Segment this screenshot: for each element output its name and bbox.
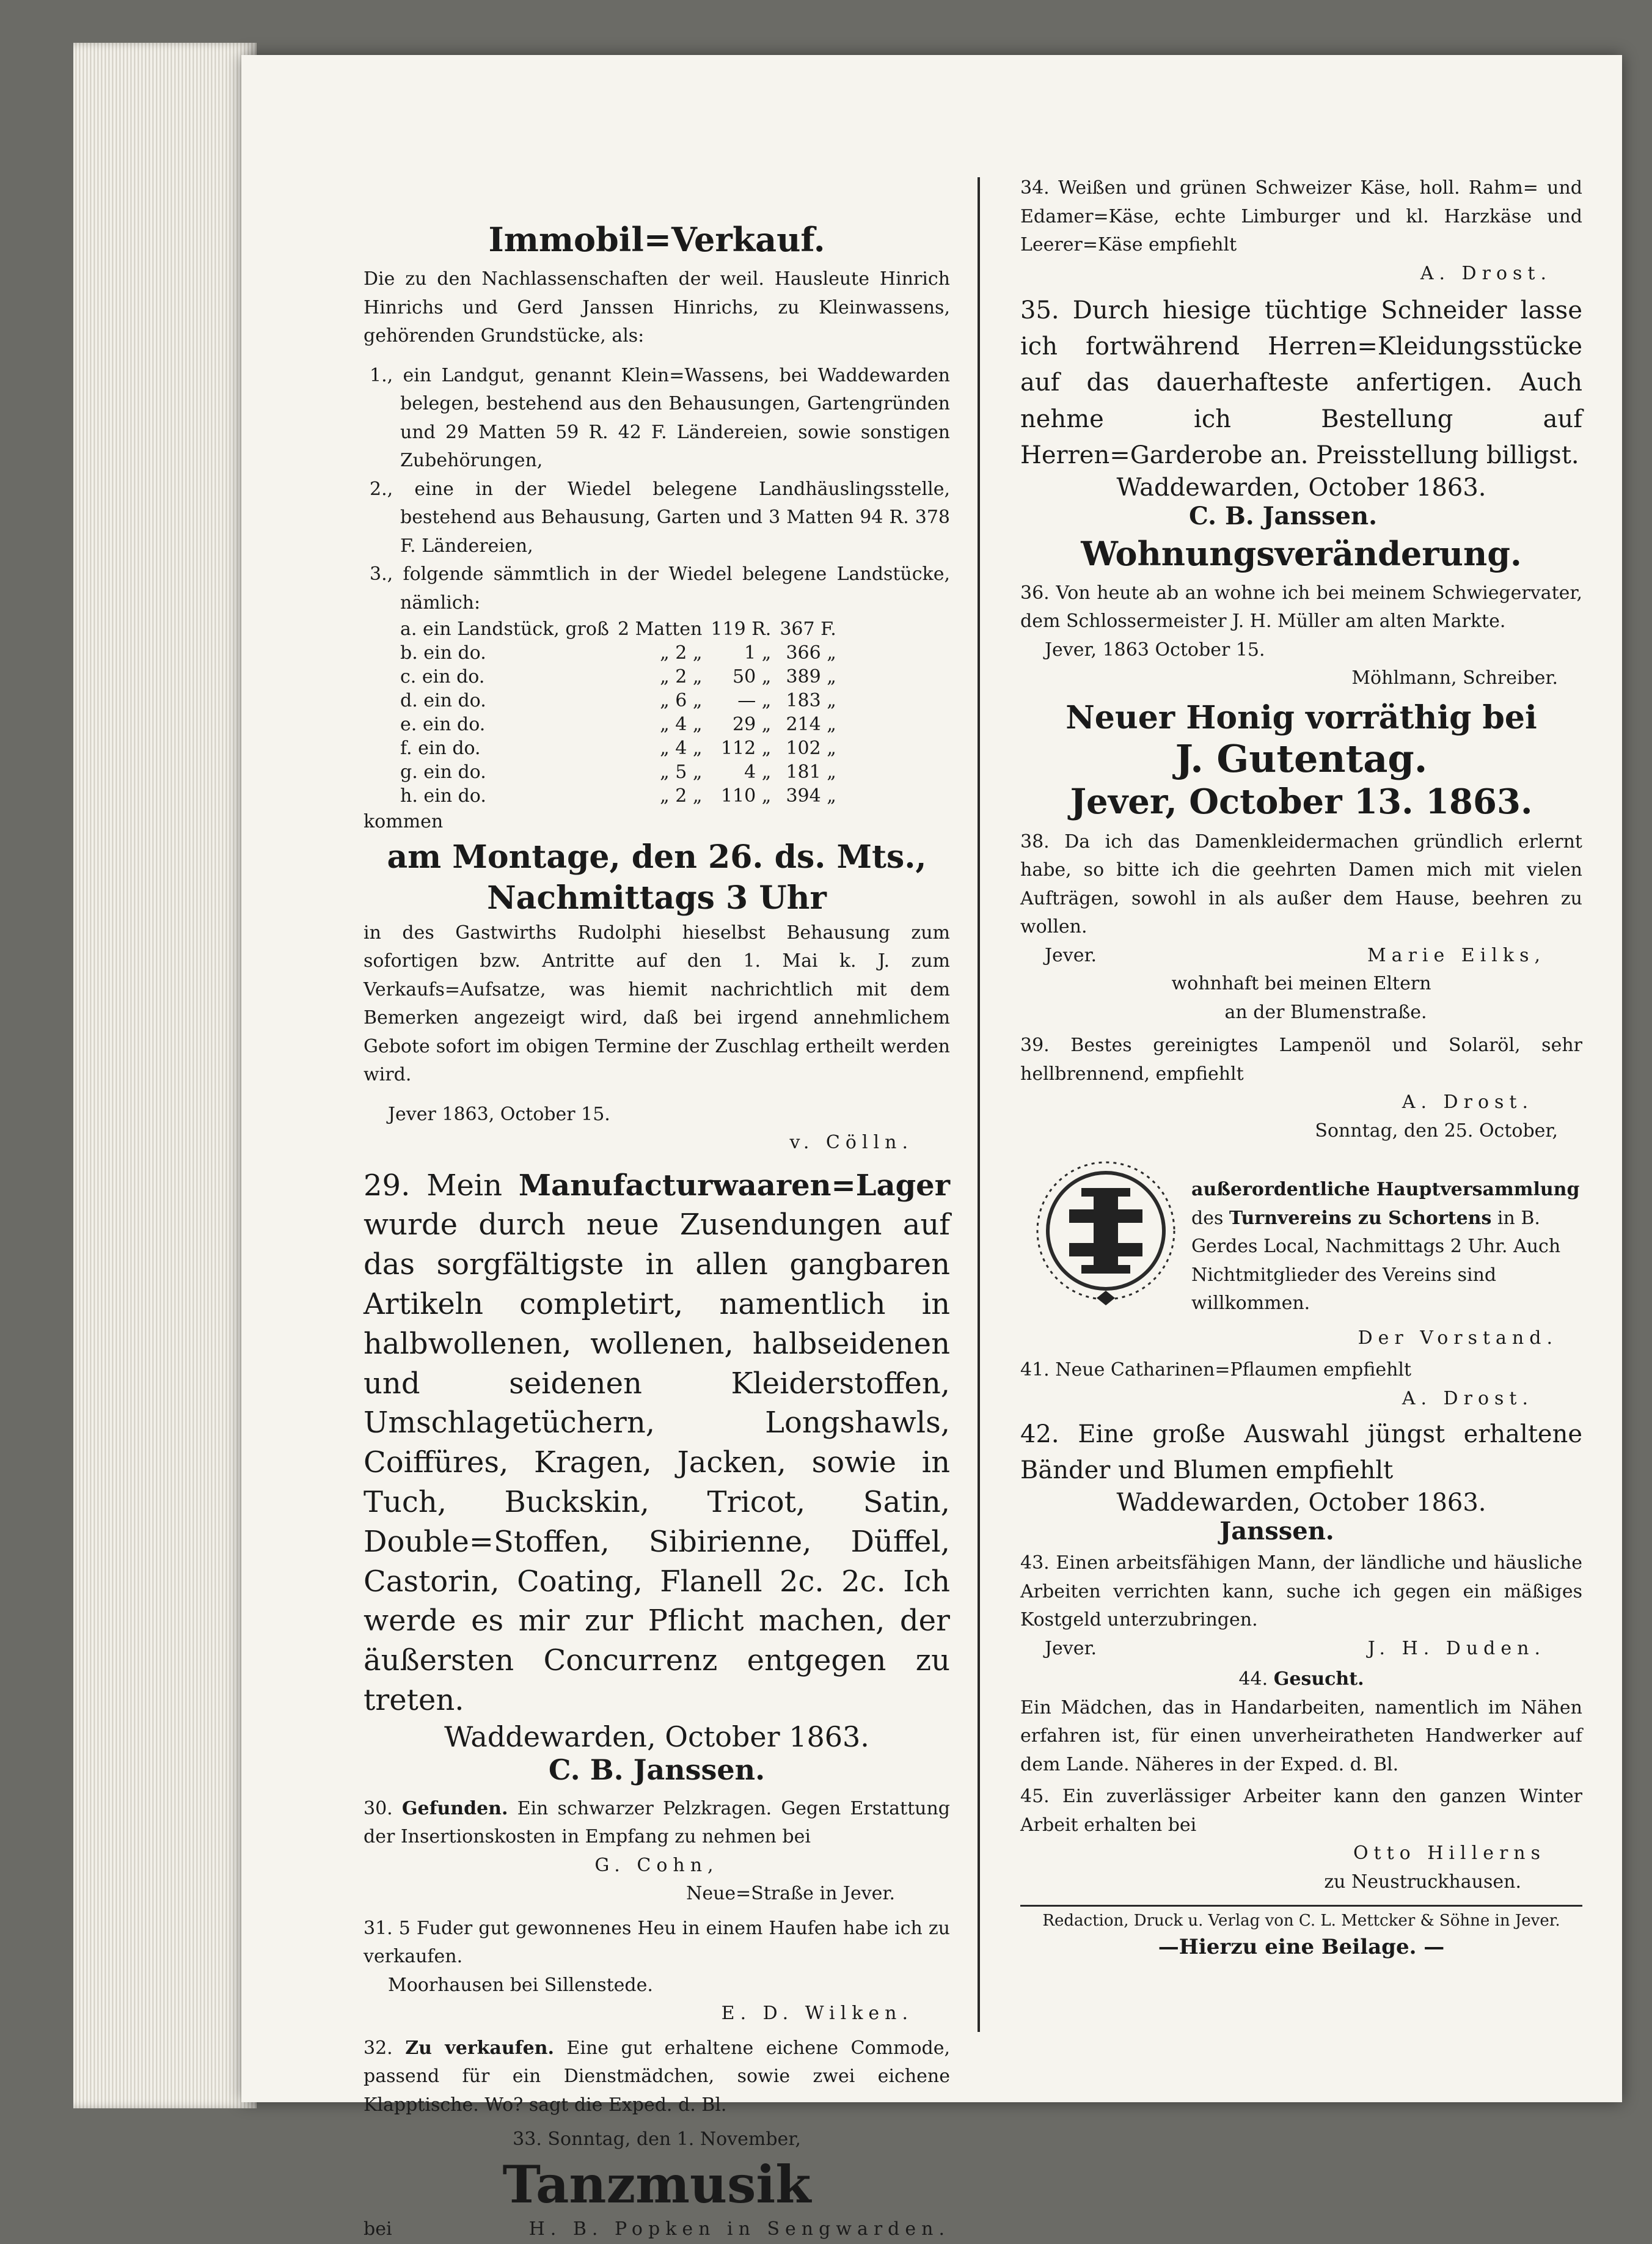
immobil-title: Immobil=Verkauf.	[488, 220, 825, 259]
lot-cell-r: 4 „	[744, 761, 772, 783]
left-column	[364, 220, 950, 2244]
wohnung-signer: Möhlmann, Schreiber.	[1351, 667, 1558, 689]
lot-row	[400, 641, 845, 665]
immobil-ad	[364, 220, 950, 1157]
ad-32	[364, 2034, 950, 2120]
lot-row	[400, 665, 845, 689]
ad-31-text: 5 Fuder gut gewonnenes Heu in einem Haufen habe ich zu verkaufen.	[364, 1917, 950, 1968]
honig-line-3: Jever, October 13. 1863.	[1070, 782, 1533, 823]
turn-signer: Der Vorstand.	[1358, 1327, 1558, 1349]
lot-cell-f: 389 „	[786, 666, 836, 688]
ad-33-number: 33.	[513, 2128, 542, 2150]
ad-29-text-b: wurde durch neue Zusendungen auf das sorgfältigste in allen gangbaren Artikeln completirt, namentlich in halbwollenen, wollenen, halbseidenen und seidenen Kleiderstoffen, Umschlagetüchern, Longshawls, Coiffüres, Kragen, Jacken, sowie in Tuch, Buckskin, Tricot, Satin, Double=Stoffen, Sibirienne, Düffel, Castorin, Coating, Flanell 2c. 2c. Ich werde es mir zur Pflicht machen, der äußersten Concurrenz entgegen zu treten.	[364, 1208, 950, 1718]
ad-38	[1020, 828, 1582, 1027]
turn-bold-1: außerordentliche Hauptversammlung	[1191, 1179, 1580, 1201]
lot-cell-f: 183 „	[786, 690, 836, 711]
ad-29-signer: C. B. Janssen.	[548, 1753, 766, 1786]
turnverein-emblem-icon	[1020, 1151, 1191, 1310]
lot-cell-r: 119 R.	[711, 618, 772, 640]
ad-32-head: Zu verkaufen.	[405, 2037, 554, 2059]
lot-cell-m: „ 2 „	[660, 642, 703, 664]
lot-cell-r: — „	[737, 690, 772, 711]
lot-row	[400, 760, 845, 784]
wohnung-title: Wohnungsveränderung.	[1081, 534, 1522, 573]
ad-33-bei: bei	[364, 2218, 392, 2240]
ad-30	[364, 1795, 950, 1909]
ad-30-text: Ein schwarzer Pelzkragen. Gegen Erstattung der Insertionskosten in Empfang zu nehmen bei	[364, 1797, 950, 1848]
honig-ad	[1020, 699, 1582, 823]
ad-44	[1020, 1665, 1582, 1779]
lot-cell-a: b. ein do.	[400, 642, 486, 664]
ad-39-signer: A. Drost.	[1402, 1091, 1533, 1113]
ad-34	[1020, 174, 1582, 288]
lot-cell-r: 29 „	[733, 714, 772, 735]
lot-cell-r: 50 „	[733, 666, 772, 688]
ad-42-text: Eine große Auswahl jüngst erhaltene Bänder und Blumen empfiehlt	[1020, 1420, 1582, 1485]
ad-44-text: Ein Mädchen, das in Handarbeiten, namentlich im Nähen erfahren ist, für einen unverheiratheten Handwerker auf dem Lande. Näheres in der Exped. d. Bl.	[1020, 1696, 1582, 1775]
ad-34-signer: A. Drost.	[1420, 262, 1552, 284]
lot-cell-a: c. ein do.	[400, 666, 485, 688]
honig-line-2: J. Gutentag.	[1175, 736, 1428, 781]
ad-29	[364, 1166, 950, 1786]
ad-31-number: 31.	[364, 1917, 393, 1939]
lots-table	[400, 617, 845, 808]
lot-cell-f: 102 „	[786, 738, 836, 759]
ad-30-head: Gefunden.	[401, 1797, 508, 1819]
ad-41	[1020, 1356, 1582, 1413]
immobil-item-1: 1., ein Landgut, genannt Klein=Wassens, bei Waddewarden belegen, bestehend aus den Behausungen, Gartengründen und 29 Matten 59 R. 42 F. Ländereien, sowie sonstigen Zubehörungen,	[370, 364, 950, 471]
ad-43-signer: J. H. Duden.	[1367, 1637, 1546, 1659]
lot-cell-r: 110 „	[720, 785, 772, 807]
ad-44-number: 44.	[1238, 1668, 1268, 1690]
wohnung-ad	[1020, 534, 1582, 693]
ad-31-signer: E. D. Wilken.	[721, 2003, 913, 2025]
ad-35-signer: C. B. Janssen.	[1188, 501, 1378, 530]
ad-43	[1020, 1549, 1582, 1663]
wohnung-text: Von heute ab an wohne ich bei meinem Schwiegervater, dem Schlossermeister J. H. Müller am alten Markte.	[1020, 582, 1582, 632]
lot-cell-f: 366 „	[786, 642, 836, 664]
lot-row	[400, 784, 845, 808]
lot-cell-m: „ 5 „	[660, 761, 703, 783]
ad-39-text: Bestes gereinigtes Lampenöl und Solaröl, sehr hellbrennend, empfiehlt	[1020, 1035, 1582, 1085]
newspaper-page	[241, 55, 1622, 2240]
ad-45-text: Ein zuverlässiger Arbeiter kann den ganzen Winter Arbeit erhalten bei	[1020, 1786, 1582, 1836]
lot-cell-r: 1 „	[744, 642, 772, 664]
ad-32-number: 32.	[364, 2037, 393, 2059]
ad-42-signer: Janssen.	[1219, 1517, 1334, 1546]
footer-supplement-note: —Hierzu eine Beilage. —	[1158, 1935, 1445, 1960]
wohnung-place: Jever, 1863 October 15.	[1045, 639, 1265, 661]
imprint-line: Redaction, Druck u. Verlag von C. L. Mettcker & Söhne in Jever.	[1020, 1905, 1582, 1930]
ad-33-tanzmusik: Tanzmusik	[502, 2154, 811, 2215]
immobil-item-3: 3., folgende sämmtlich in der Wiedel belegene Landstücke, nämlich:	[370, 563, 950, 614]
lot-row	[400, 736, 845, 760]
lot-row	[400, 713, 845, 736]
lot-cell-m: „ 2 „	[660, 785, 703, 807]
ad-38-number: 38.	[1020, 831, 1050, 853]
ad-41-number: 41.	[1020, 1359, 1050, 1381]
ad-38-address-1: wohnhaft bei meinen Eltern	[1171, 973, 1431, 995]
immobil-body: in des Gastwirths Rudolphi hieselbst Behausung zum sofortigen bzw. Antritte auf den 1. Mai k. J. zum Verkaufs=Aufsatze, was hiemit nachrichtlich mit dem Bemerken angezeigt wird, daß bei irgend annehmlichem Gebote sofort im obigen Termine der Zuschlag ertheilt werden wird.	[364, 922, 950, 1086]
immobil-place: Jever 1863, October 15.	[388, 1103, 610, 1125]
ad-35	[1020, 293, 1582, 530]
wohnung-number: 36.	[1020, 582, 1050, 604]
right-column	[1020, 174, 1582, 1959]
ad-41-signer: A. Drost.	[1402, 1387, 1533, 1409]
immobil-item-2: 2., eine in der Wiedel belegene Landhäuslingsstelle, bestehend aus Behausung, Garten und 3 Matten 94 R. 378 F. Ländereien,	[370, 478, 950, 557]
book-page-edges	[73, 43, 257, 2108]
ad-30-address: Neue=Straße in Jever.	[686, 1883, 895, 1905]
ad-38-address-2: an der Blumenstraße.	[1224, 1001, 1427, 1023]
lot-cell-a: g. ein do.	[400, 761, 486, 783]
immobil-kommen: kommen	[364, 811, 444, 832]
ad-44-head: Gesucht.	[1273, 1668, 1364, 1690]
ad-31	[364, 1915, 950, 2028]
ad-30-signer: G. Cohn,	[594, 1854, 719, 1876]
ad-31-place: Moorhausen bei Sillenstede.	[388, 1974, 653, 1996]
lot-cell-r: 112 „	[720, 738, 772, 759]
lot-cell-a: f. ein do.	[400, 738, 481, 759]
immobil-intro: Die zu den Nachlassenschaften der weil. Hausleute Hinrich Hinrichs und Gerd Janssen Hinrichs, zu Kleinwassens, gehörenden Grundstücke, als:	[364, 268, 950, 346]
immobil-date-line-2: Nachmittags 3 Uhr	[487, 879, 827, 917]
immobil-date-line-1: am Montage, den 26. ds. Mts.,	[387, 838, 927, 876]
ad-34-text: Weißen und grünen Schweizer Käse, holl. Rahm= und Edamer=Käse, echte Limburger und kl. Harzkäse und Leerer=Käse empfiehlt	[1020, 177, 1582, 255]
ad-45-number: 45.	[1020, 1786, 1050, 1808]
lot-cell-m: 2 Matten	[617, 618, 703, 640]
lot-cell-f: 214 „	[786, 714, 836, 735]
lot-cell-a: a. ein Landstück, groß	[400, 618, 609, 640]
honig-line-1: Neuer Honig vorräthig bei	[1065, 698, 1537, 736]
ad-41-text: Neue Catharinen=Pflaumen empfiehlt	[1055, 1359, 1412, 1381]
lot-cell-a: d. ein do.	[400, 690, 486, 711]
immobil-signer: v. Cölln.	[789, 1132, 913, 1154]
ad-34-number: 34.	[1020, 177, 1050, 199]
lot-cell-a: e. ein do.	[400, 714, 486, 735]
ad-29-text-a: Mein	[426, 1168, 503, 1203]
turn-line-1: Sonntag, den 25. October,	[1315, 1120, 1558, 1142]
ad-32-text: Eine gut erhaltene eichene Commode, passend für ein Dienstmädchen, sowie zwei eichene Klapptische. Wo? sagt die Exped. d. Bl.	[364, 2037, 951, 2116]
ad-39	[1020, 1032, 1582, 1117]
ad-42-number: 42.	[1020, 1420, 1059, 1449]
lot-cell-f: 394 „	[786, 785, 836, 807]
ad-33-line: Sonntag, den 1. November,	[547, 2128, 801, 2150]
ad-45-address: zu Neustruckhausen.	[1324, 1871, 1521, 1893]
ad-39-number: 39.	[1020, 1035, 1050, 1057]
ad-38-text: Da ich das Damenkleidermachen gründlich erlernt habe, so bitte ich die geehrten Damen mich mit vielen Aufträgen, sowohl in als außer dem Hause, beehren zu wollen.	[1020, 831, 1582, 938]
ad-43-number: 43.	[1020, 1552, 1050, 1574]
ad-29-place: Waddewarden, October 1863.	[444, 1720, 869, 1753]
lot-cell-m: „ 2 „	[660, 666, 703, 688]
turn-des: des	[1191, 1207, 1224, 1229]
ad-38-signer: Marie Eilks,	[1367, 944, 1546, 966]
lot-cell-f: 181 „	[786, 761, 836, 783]
ad-30-number: 30.	[364, 1797, 393, 1819]
column-divider	[978, 177, 980, 2032]
lot-row	[400, 617, 845, 641]
ad-33	[364, 2125, 950, 2243]
ad-35-text: Durch hiesige tüchtige Schneider lasse ich fortwährend Herren=Kleidungsstücke auf das dauerhafteste anfertigen. Auch nehme ich Bestellung auf Herren=Garderobe an. Preisstellung billigst.	[1020, 296, 1582, 469]
ad-42	[1020, 1417, 1582, 1546]
turn-text: in B. Gerdes Local, Nachmittags 2 Uhr. Auch Nichtmitglieder des Vereins sind willkommen.	[1191, 1207, 1561, 1314]
turn-bold-2: Turnvereins zu Schortens	[1229, 1207, 1492, 1229]
ad-33-host: H. B. Popken in Sengwarden.	[528, 2218, 950, 2240]
lot-cell-m: „ 4 „	[660, 714, 703, 735]
lot-cell-a: h. ein do.	[400, 785, 486, 807]
ad-29-number: 29.	[364, 1168, 411, 1203]
ad-38-place: Jever.	[1045, 944, 1097, 966]
lot-cell-m: „ 6 „	[660, 690, 703, 711]
ad-35-number: 35.	[1020, 296, 1059, 324]
ad-45	[1020, 1783, 1582, 1896]
turnverein-ad	[1020, 1117, 1582, 1353]
ad-35-place: Waddewarden, October 1863.	[1116, 473, 1486, 502]
ad-43-place: Jever.	[1045, 1637, 1097, 1659]
lot-row	[400, 689, 845, 713]
lot-cell-m: „ 4 „	[660, 738, 703, 759]
ad-45-signer: Otto Hillerns	[1353, 1843, 1546, 1865]
lot-cell-f: 367 F.	[780, 618, 836, 640]
ad-43-text: Einen arbeitsfähigen Mann, der ländliche und häusliche Arbeiten verrichten kann, suche ich gegen ein mäßiges Kostgeld unterzubringen.	[1020, 1552, 1582, 1631]
ad-29-bold: Manufacturwaaren=Lager	[518, 1168, 950, 1203]
ad-42-place: Waddewarden, October 1863.	[1116, 1489, 1486, 1517]
